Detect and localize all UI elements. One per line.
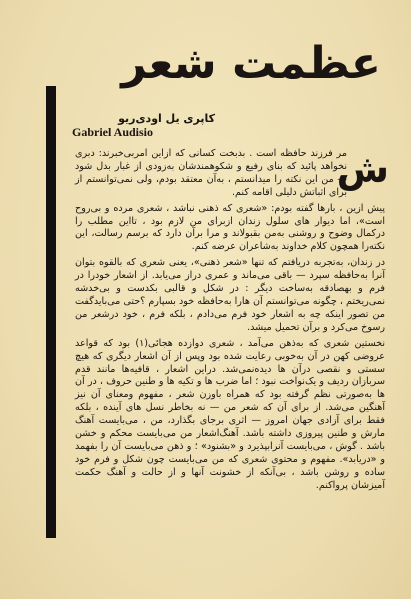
author-name-persian: کاپری یل اودی‌ریو [118,112,215,125]
paragraph-4: نخستین شعری که به‌ذهن می‌آمد ، شعری دوازده هجائی(۱) بود که قواعد عروضی کهن در آن به‌خوبی رعایت شده بود وپس از آن اشعار دیگری که هیچ سستی و نقصی درآن ها دیده‌نمی‌شد. دراین اشعار ، قافیه‌ها مانند قدم سربازان ردیف و یک‌نواخت نبود ؛ اما ضرب ها و تکیه ها و طنین حروف ، در آن ها به‌صورتی نظم گرفته بود که همراه باوزن شعر ، مفهوم ومعنای آن نیز آهنگین می‌شد. از برای آن که شعر من — نه بخاطر نسل های آینده ، بلکه فقط برای آزادی جهان امروز — اثری برجای بگذارد، من ، می‌بایست آهنگ مارش و طنین پیروزی داشته باشد. آهنگ‌اشعار من می‌بایست محکم و خشن باشد . گوش ، می‌بایست آنرابپذیرد و «بشنود» ؛ و ذهن می‌بایست آن را بفهمد و «دریابد». مفهوم و محتوی شعری که من می‌بایست چون شکل و فرم خود ساده و روشن باشد ، بی‌آنکه از خشونت آنها و از حالت و آهنگ حکمت آمیزشان پرواکنم. [75,337,385,491]
vertical-rule [46,86,56,538]
paragraph-3: در زندان، به‌تجربه دریافتم که تنها «شعر ذهنی»، یعنی شعری که بالقوه بتوان آنرا به‌حافظه سپرد — باقی می‌ماند و عمری دراز می‌یابد. از اشعار خودرا در فرم و بهصادقه به‌ساخت دیگر : در شکل و قالبی بکدست و بی‌خدشه نمی‌ریختم ، چگونه می‌توانستم آن هارا به‌حافظه خود بسپارم ؟حتی می‌بایدگفت من تصور اینکه چه به اشعار خود فرم می‌دادم ، بلکه فرم ، خود درشعر من رسوخ می‌کرد و برآن تحمیل میشد. [75,257,385,333]
drop-cap: ش [336,147,389,191]
article-body [75,148,385,496]
paragraph-1: مر فرزند حافظه است . بدبخت کسانی که ازاین امربی‌خبرند: دبری نخواهد پائید که بنای رفیع و شکوهمندشان به‌زودی از غبار بدل شود — من این نکته را میدانستم ، به‌آن معتقد بودم، ولی نمی‌توانستم از برای اثباتش دلیلی اقامه کنم. [75,148,347,198]
paragraph-2: پیش ازین ، بارها گفته بودم: «شعری که ذهنی نباشد ، شعری مرده و بی‌روح است»، اما دیوار های سلول زندان ازبرای من لازم بود ، تااین مطلب را درکمال وضوح و روشنی به‌من بقبولاند و مرا برآن دارد که برسم رسالت، این نکته‌را همچون کلام خداوند به‌شاعران عرضه کنم. [75,202,385,253]
author-name-latin: Gabriel Audisio [72,125,154,139]
article-title: عظمت شعر [121,38,381,89]
